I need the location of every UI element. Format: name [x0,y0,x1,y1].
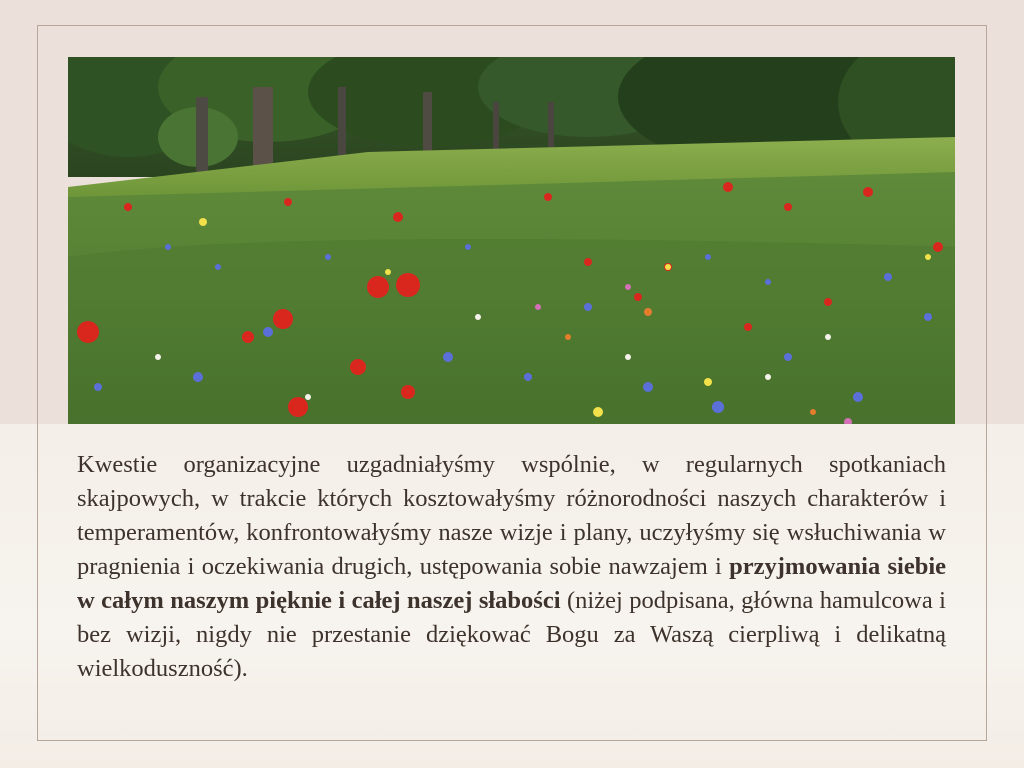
body-paragraph [77,448,946,686]
meadow-photo [68,57,955,424]
paragraph-text-part2: (niżej podpisana, główna hamulcowa i bez wizji, nigdy nie przestanie dziękować Bogu za Waszą cierpliwą i delikatną wielkoduszność). [77,587,946,682]
paragraph-text-part1: Kwestie organizacyjne uzgadniałyśmy wspólnie, w regularnych spotkaniach skajpowych, w trakcie których kosztowałyśmy różnorodności naszych charakterów i temperamentów, konfrontowałyśmy nasze wizje i plany, uczyłyśmy się wsłuchiwania w pragnienia i oczekiwania drugich, ustępowania sobie nawzajem i [77,451,946,580]
paragraph-bold-emphasis: przyjmowania siebie w całym naszym pięknie i całej naszej słabości [77,553,946,614]
